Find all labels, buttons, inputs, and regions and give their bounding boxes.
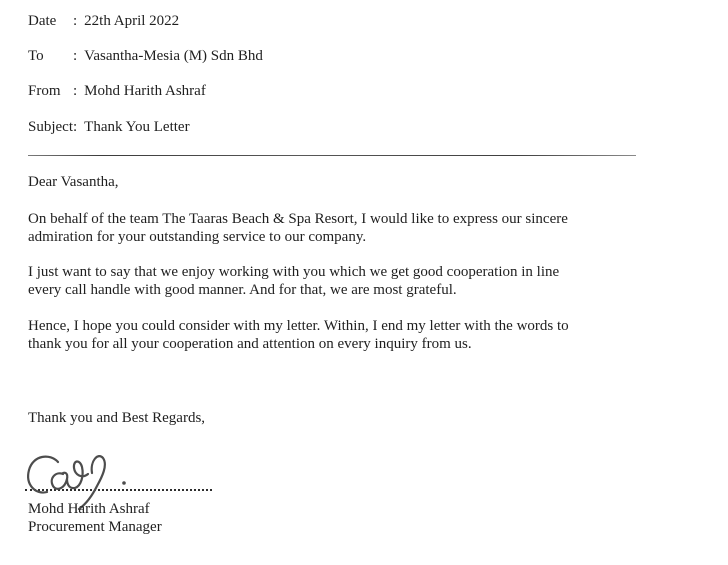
from-label: From	[28, 83, 61, 99]
paragraph-line: every call handle with good manner. And for that, we are most grateful.	[28, 282, 457, 298]
paragraph-line: On behalf of the team The Taaras Beach & Spa Resort, I would like to express our sincere	[28, 211, 568, 227]
from-colon: :	[73, 83, 78, 99]
header-field-date	[28, 12, 179, 31]
header-field-subject	[28, 118, 190, 137]
from-value: Mohd Harith Ashraf	[84, 83, 206, 99]
body-paragraph-2	[28, 263, 559, 299]
to-label: To	[28, 48, 44, 64]
subject-label: Subject	[28, 119, 73, 135]
to-value: Vasantha-Mesia (M) Sdn Bhd	[84, 48, 263, 64]
header-divider-line	[28, 155, 636, 156]
body-paragraph-3	[28, 317, 569, 353]
paragraph-line: thank you for all your cooperation and attention on every inquiry from us.	[28, 336, 472, 352]
signer-name: Mohd Harith Ashraf	[28, 501, 150, 517]
paragraph-line: admiration for your outstanding service to our company.	[28, 229, 367, 245]
to-colon: :	[73, 48, 78, 64]
subject-colon: :	[73, 119, 78, 135]
signer-title: Procurement Manager	[28, 519, 162, 535]
header-field-from	[28, 82, 206, 101]
date-colon: :	[73, 13, 78, 29]
date-label: Date	[28, 13, 57, 29]
paragraph-line: I just want to say that we enjoy working with you which we get good cooperation in line	[28, 264, 560, 280]
body-paragraph-1	[28, 210, 568, 246]
date-value: 22th April 2022	[84, 13, 180, 29]
closing-line: Thank you and Best Regards,	[28, 410, 206, 426]
subject-value: Thank You Letter	[84, 119, 190, 135]
salutation: Dear Vasantha,	[28, 174, 119, 190]
paragraph-line: Hence, I hope you could consider with my letter. Within, I end my letter with the words to	[28, 318, 569, 334]
header-field-to	[28, 47, 263, 66]
